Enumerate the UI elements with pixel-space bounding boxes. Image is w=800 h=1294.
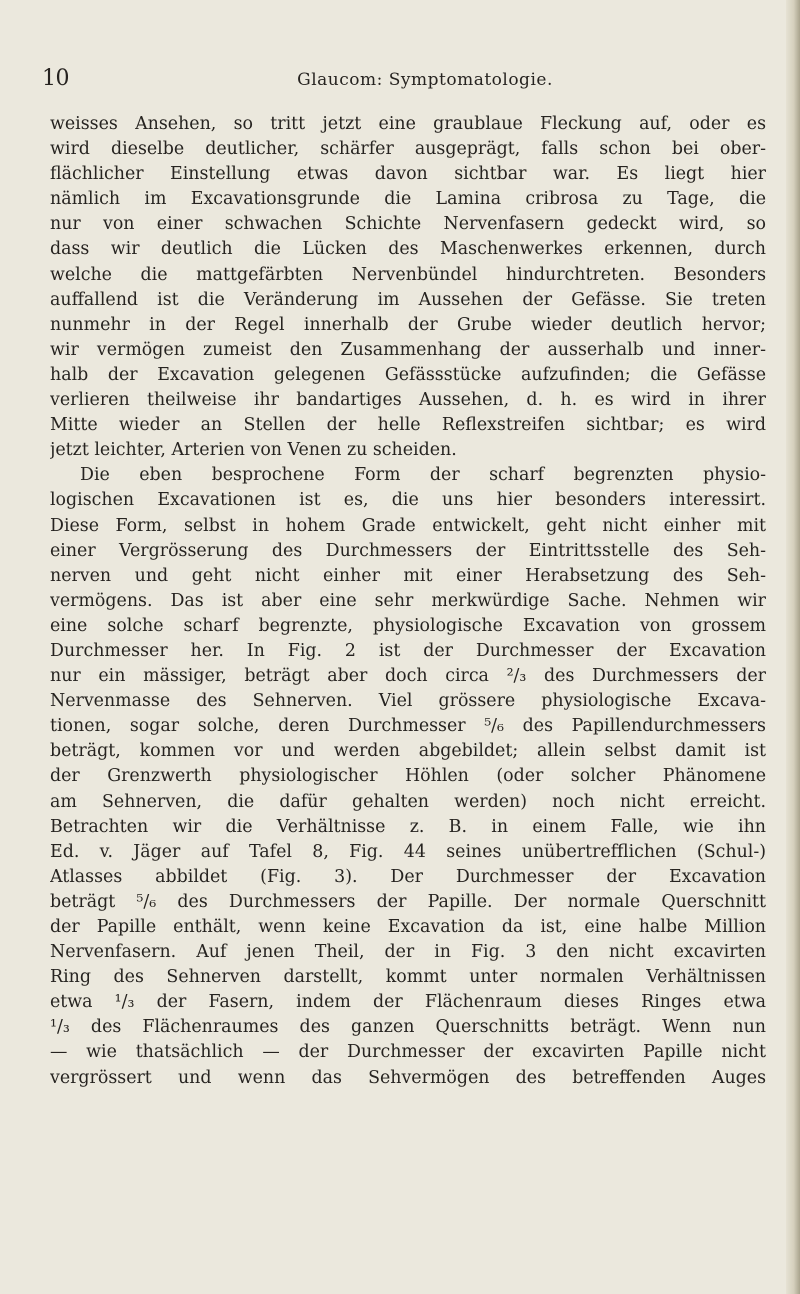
text-line: dass wir deutlich die Lücken des Maschenwerkes erkennen, durch	[50, 239, 766, 260]
text-line: nerven und geht nicht einher mit einer Herabsetzung des Seh-	[50, 565, 766, 586]
text-line: Nervenmasse des Sehnerven. Viel grössere physiologische Excava-	[50, 691, 766, 712]
text-line: Ed. v. Jäger auf Tafel 8, Fig. 44 seines unübertrefflichen (Schul-)	[50, 841, 766, 862]
text-line: halb der Excavation gelegenen Gefässstücke aufzufinden; die Gefässe	[50, 364, 766, 385]
running-head: Glaucom: Symptomatologie.	[297, 70, 553, 90]
text-line: wir vermögen zumeist den Zusammenhang der ausserhalb und inner-	[50, 339, 766, 360]
text-line: nur ein mässiger, beträgt aber doch circa ²/₃ des Durchmessers der	[50, 666, 766, 687]
page-number: 10	[42, 66, 69, 91]
text-line: der Grenzwerth physiologischer Höhlen (oder solcher Phänomene	[50, 766, 766, 787]
text-line: Atlasses abbildet (Fig. 3). Der Durchmesser der Excavation	[50, 866, 766, 887]
text-line: logischen Excavationen ist es, die uns hier besonders interessirt.	[50, 490, 766, 511]
paragraph-start-line: Die eben besprochene Form der scharf begrenzten physio-	[80, 465, 766, 486]
text-line: beträgt ⁵/₆ des Durchmessers der Papille. Der normale Querschnitt	[50, 891, 766, 912]
text-line: wird dieselbe deutlicher, schärfer ausgeprägt, falls schon bei ober-	[50, 139, 766, 160]
text-line: tionen, sogar solche, deren Durchmesser ⁵/₆ des Papillendurchmessers	[50, 716, 766, 737]
text-line: Diese Form, selbst in hohem Grade entwickelt, geht nicht einher mit	[50, 515, 766, 536]
text-line: Mitte wieder an Stellen der helle Reflexstreifen sichtbar; es wird	[50, 415, 766, 436]
text-line: vermögens. Das ist aber eine sehr merkwürdige Sache. Nehmen wir	[50, 590, 766, 611]
text-line: vergrössert und wenn das Sehvermögen des betreffenden Auges	[50, 1067, 766, 1088]
text-line: der Papille enthält, wenn keine Excavation da ist, eine halbe Million	[50, 917, 766, 937]
text-line: Betrachten wir die Verhältnisse z. B. in einem Falle, wie ihn	[50, 816, 766, 837]
text-line: eine solche scharf begrenzte, physiologische Excavation von grossem	[50, 615, 766, 636]
text-line: verlieren theilweise ihr bandartiges Aussehen, d. h. es wird in ihrer	[50, 390, 766, 411]
body-text	[50, 112, 766, 1091]
text-line: beträgt, kommen vor und werden abgebildet; allein selbst damit ist	[50, 741, 766, 762]
text-line: nur von einer schwachen Schichte Nervenfasern gedeckt wird, so	[50, 214, 766, 235]
page-edge-shadow	[786, 0, 800, 1294]
text-line: Durchmesser her. In Fig. 2 ist der Durchmesser der Excavation	[50, 640, 766, 661]
text-line: Ring des Sehnerven darstellt, kommt unter normalen Verhältnissen	[50, 967, 766, 988]
text-line: am Sehnerven, die dafür gehalten werden) noch nicht erreicht.	[50, 791, 766, 812]
text-line: — wie thatsächlich — der Durchmesser der excavirten Papille nicht	[50, 1042, 766, 1063]
text-line: weisses Ansehen, so tritt jetzt eine graublaue Fleckung auf, oder es	[50, 114, 766, 134]
text-line: auffallend ist die Veränderung im Aussehen der Gefässe. Sie treten	[50, 289, 766, 310]
text-line: nunmehr in der Regel innerhalb der Grube wieder deutlich hervor;	[50, 314, 766, 335]
text-line: einer Vergrösserung des Durchmessers der Eintrittsstelle des Seh-	[50, 540, 766, 561]
text-line: welche die mattgefärbten Nervenbündel hindurchtreten. Besonders	[50, 264, 766, 285]
text-line: ¹/₃ des Flächenraumes des ganzen Querschnitts beträgt. Wenn nun	[50, 1017, 766, 1038]
text-line: flächlicher Einstellung etwas davon sichtbar war. Es liegt hier	[50, 164, 766, 185]
text-line: nämlich im Excavationsgrunde die Lamina cribrosa zu Tage, die	[50, 189, 766, 210]
text-line: Nervenfasern. Auf jenen Theil, der in Fig. 3 den nicht excavirten	[50, 942, 766, 963]
paragraph-end-line: jetzt leichter, Arterien von Venen zu scheiden.	[50, 440, 457, 461]
page-header	[42, 64, 762, 94]
text-line: etwa ¹/₃ der Fasern, indem der Flächenraum dieses Ringes etwa	[50, 992, 766, 1013]
